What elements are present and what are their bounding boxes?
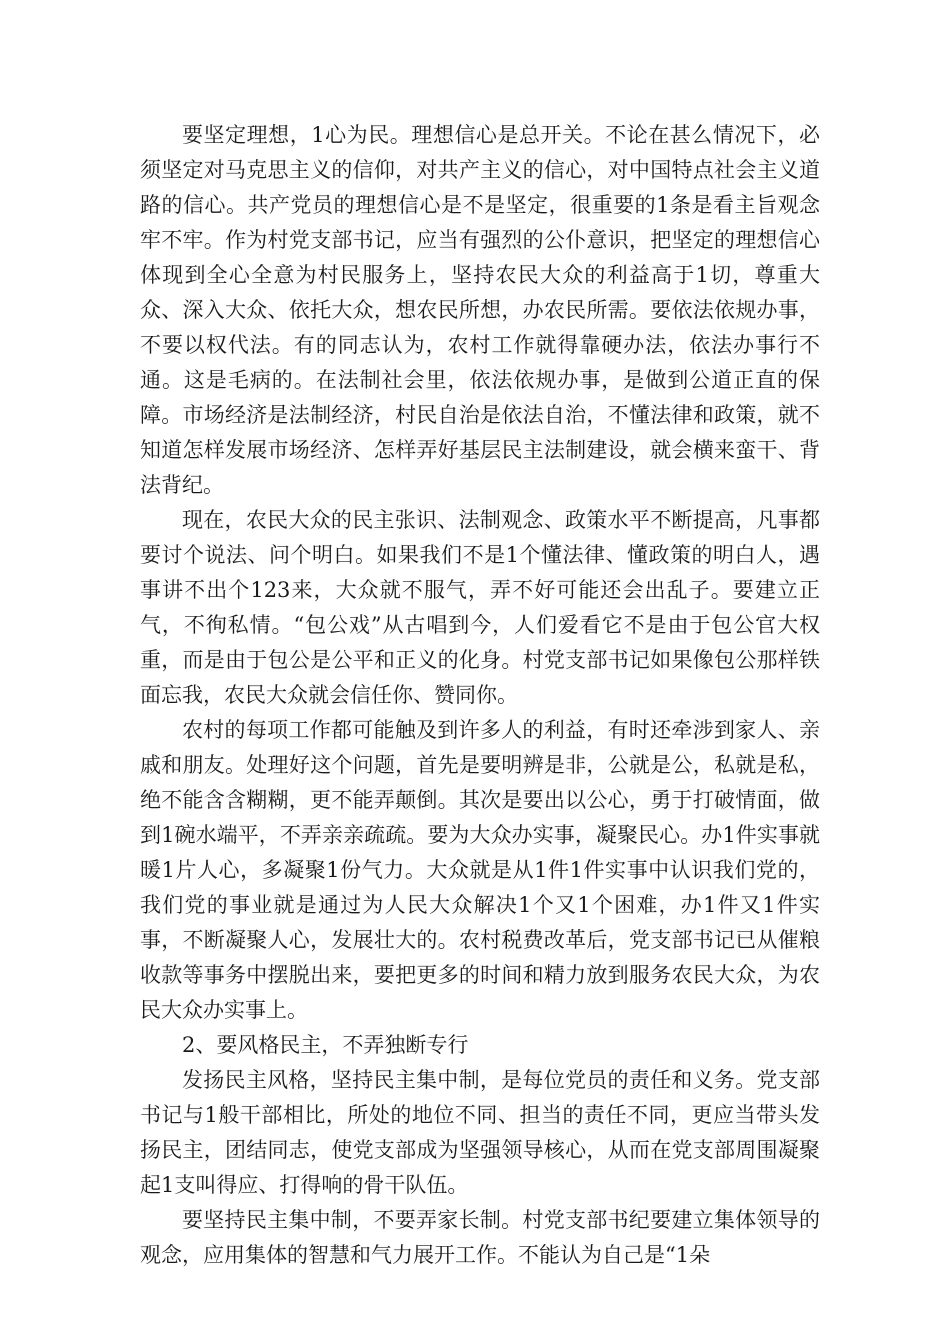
paragraph-legal-awareness: 现在，农民大众的民主张识、法制观念、政策水平不断提高，凡事都要讨个说法、问个明白。如果我们不是1个懂法律、懂政策的明白人，遇事讲不出个123来，大众就不服气，弄不好可能还会出乱子。要建立正气，不徇私情。“包公戏”从古唱到今，人们爱看它不是由于包公官大权重，而是由于包公是公平和正义的化身。村党支部书记如果像包公那样铁面忘我，农民大众就会信任你、赞同你。: [140, 508, 820, 707]
paragraph-ideals: 要坚定理想，1心为民。理想信心是总开关。不论在甚么情况下，必须坚定对马克思主义的信仰，对共产主义的信心，对中国特点社会主义道路的信心。共产党员的理想信心是不是坚定，很重要的1条是看主旨观念牢不牢。作为村党支部书记，应当有强烈的公仆意识，把坚定的理想信心体现到全心全意为村民服务上，坚持农民大众的利益高于1切，尊重大众、深入大众、依托大众，想农民所想，办农民所需。要依法依规办事，不要以权代法。有的同志认为，农村工作就得靠硬办法，依法办事行不通。这是毛病的。在法制社会里，依法依规办事，是做到公道正直的保障。市场经济是法制经济，村民自治是依法自治，不懂法律和政策，就不知道怎样发展市场经济、怎样弄好基层民主法制建设，就会横来蛮干、背法背纪。: [140, 123, 820, 497]
paragraph-fairness: 农村的每项工作都可能触及到许多人的利益，有时还牵涉到家人、亲戚和朋友。处理好这个问题，首先是要明辨是非，公就是公，私就是私，绝不能含含糊糊，更不能弄颠倒。其次是要出以公心，勇于打破情面，做到1碗水端平，不弄亲亲疏疏。要为大众办实事，凝聚民心。办1件实事就暖1片人心，多凝聚1份气力。大众就是从1件1件实事中认识我们党的，我们党的事业就是通过为人民大众解决1个又1个困难，办1件又1件实事，不断凝聚人心，发展壮大的。农村税费改革后，党支部书记已从催粮收款等事务中摆脱出来，要把更多的时间和精力放到服务农民大众，为农民大众办实事上。: [140, 718, 820, 1022]
section-heading-democracy: 2、要风格民主，不弄独断专行: [182, 1033, 469, 1057]
paragraph-centralism: 要坚持民主集中制，不要弄家长制。村党支部书纪要建立集体领导的观念，应用集体的智慧和气力展开工作。不能认为自己是“1朵: [140, 1208, 820, 1267]
paragraph-democratic-style: 发扬民主风格，坚持民主集中制，是每位党员的责任和义务。党支部书记与1般干部相比，所处的地位不同、担当的责任不同，更应当带头发扬民主，团结同志，使党支部成为坚强领导核心，从而在党支部周围凝聚起1支叫得应、打得响的骨干队伍。: [140, 1068, 820, 1197]
document-body: [140, 118, 820, 1273]
